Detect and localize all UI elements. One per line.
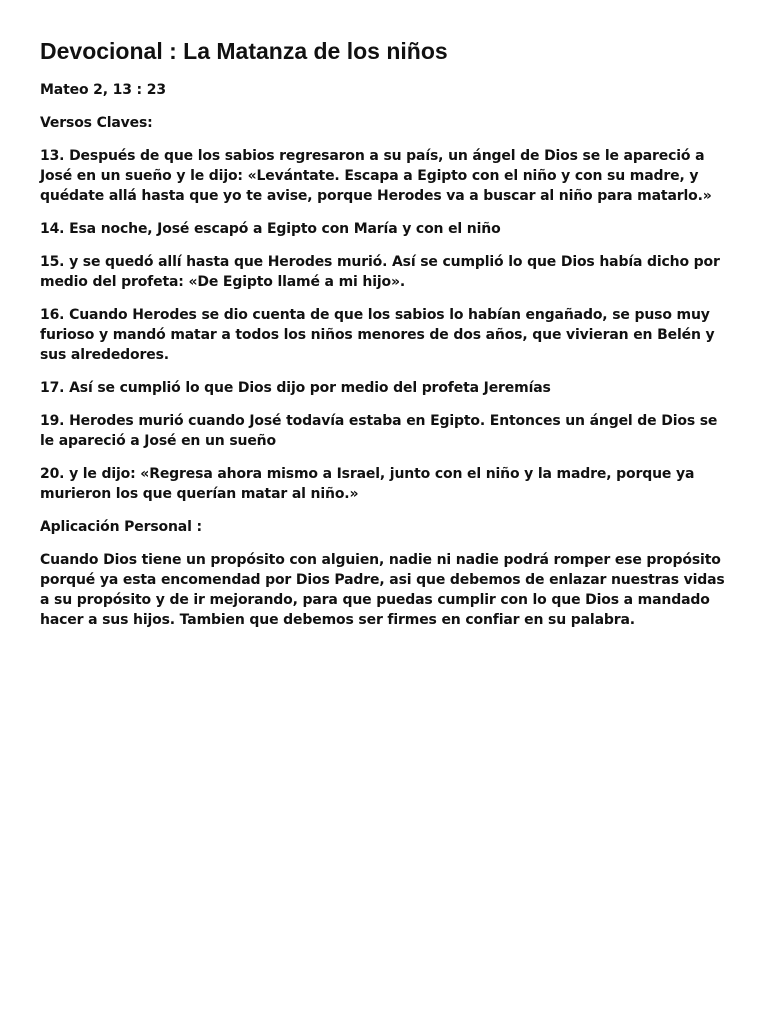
application-heading: Aplicación Personal : bbox=[40, 519, 202, 535]
scripture-reference: Mateo 2, 13 : 23 bbox=[40, 82, 166, 98]
verse-16: 16. Cuando Herodes se dio cuenta de que los sabios lo habían engañado, se puso muy furioso y mandó matar a todos los niños menores de dos años, que vivieran en Belén y sus alrededores. bbox=[40, 307, 715, 363]
page-title: Devocional : La Matanza de los niños bbox=[40, 38, 448, 64]
verse-19: 19. Herodes murió cuando José todavía estaba en Egipto. Entonces un ángel de Dios se le apareció a José en un sueño bbox=[40, 413, 718, 449]
verse-20: 20. y le dijo: «Regresa ahora mismo a Israel, junto con el niño y la madre, porque ya murieron los que querían matar al niño.» bbox=[40, 466, 695, 502]
key-verses-heading: Versos Claves: bbox=[40, 115, 153, 131]
verse-14: 14. Esa noche, José escapó a Egipto con María y con el niño bbox=[40, 221, 501, 237]
verse-17: 17. Así se cumplió lo que Dios dijo por medio del profeta Jeremías bbox=[40, 380, 551, 396]
verse-15: 15. y se quedó allí hasta que Herodes murió. Así se cumplió lo que Dios había dicho por medio del profeta: «De Egipto llamé a mi hijo». bbox=[40, 254, 720, 290]
verse-13: 13. Después de que los sabios regresaron a su país, un ángel de Dios se le apareció a José en un sueño y le dijo: «Levántate. Escapa a Egipto con el niño y con su madre, y quédate allá hasta que yo te avise, porque Herodes va a buscar al niño para matarlo.» bbox=[40, 148, 712, 204]
application-text: Cuando Dios tiene un propósito con alguien, nadie ni nadie podrá romper ese propósito porqué ya esta encomendad por Dios Padre, asi que debemos de enlazar nuestras vidas a su propósito y de ir mejorando, para que puedas cumplir con lo que Dios a mandado hacer a sus hijos. Tambien que debemos ser firmes en confiar en su palabra. bbox=[40, 552, 725, 628]
